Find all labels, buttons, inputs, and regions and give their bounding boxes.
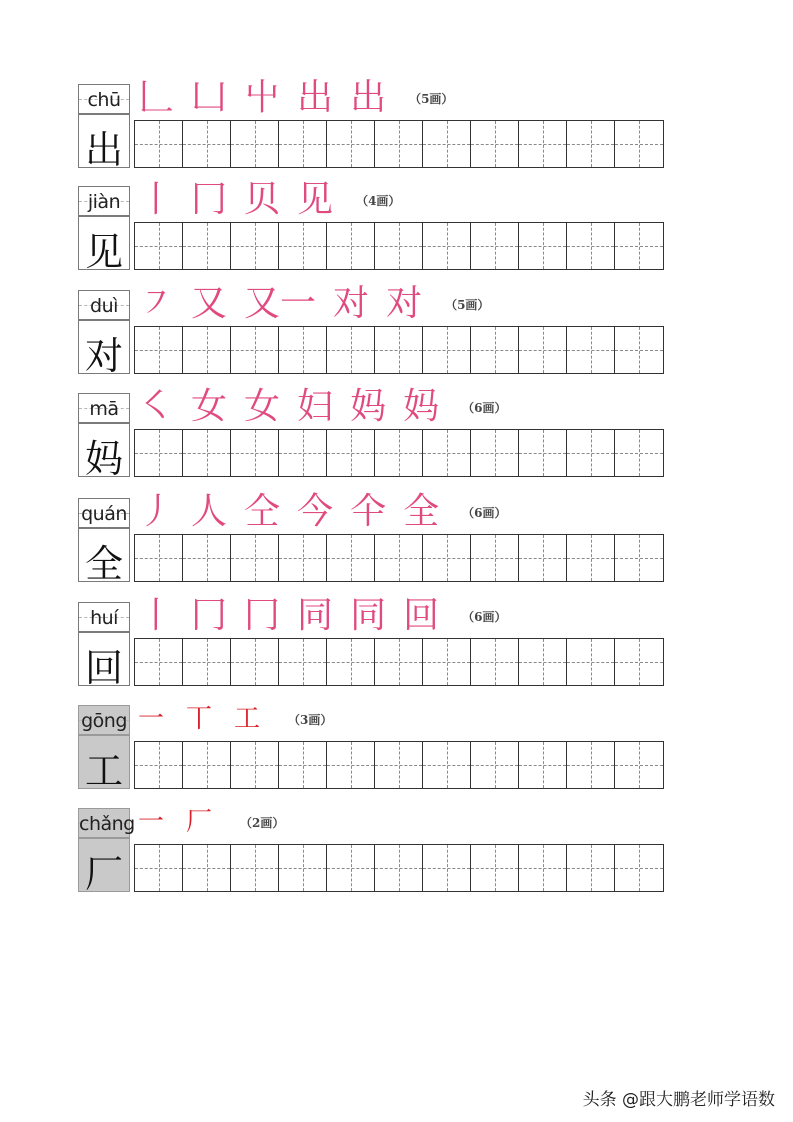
practice-cell[interactable] [231,223,279,269]
stroke-order [138,596,506,636]
practice-cell[interactable] [135,639,183,685]
practice-cell[interactable] [519,327,567,373]
character-row [78,283,674,388]
model-character: 出 [84,128,123,172]
practice-cell[interactable] [375,845,423,891]
pinyin-box [78,393,130,423]
practice-grid [134,326,664,374]
practice-cell[interactable] [567,845,615,891]
stroke-step: 丅 [186,704,213,734]
practice-cell[interactable] [375,327,423,373]
stroke-order [138,492,506,532]
practice-cell[interactable] [183,327,231,373]
character-row [78,705,674,803]
stroke-count: （2画） [240,815,285,830]
practice-cell[interactable] [231,121,279,167]
stroke-step: 妇 [297,386,334,427]
stroke-step: 一 [138,807,165,837]
stroke-step: 女 [191,386,228,427]
practice-cell[interactable] [519,639,567,685]
pinyin-label: chū [87,89,121,111]
stroke-step: 仐 [350,491,387,532]
stroke-order [138,699,332,739]
stroke-step: 冂 [191,179,228,220]
stroke-step: ㇇ [138,283,175,324]
character-row [78,77,674,182]
pinyin-box [78,602,130,632]
character-row [78,491,674,596]
stroke-step: 仝 [244,491,281,532]
practice-cell[interactable] [375,121,423,167]
practice-cell[interactable] [567,223,615,269]
practice-cell[interactable] [423,742,471,788]
practice-cell[interactable] [615,223,663,269]
practice-cell[interactable] [135,430,183,476]
practice-grid [134,429,664,477]
practice-cell[interactable] [279,639,327,685]
character-row [78,386,674,491]
practice-cell[interactable] [375,639,423,685]
practice-cell[interactable] [615,535,663,581]
stroke-step: 冂 [244,595,281,636]
pinyin-box [78,186,130,216]
stroke-order [138,284,489,324]
practice-cell[interactable] [567,121,615,167]
practice-cell[interactable] [615,430,663,476]
practice-grid [134,844,664,892]
stroke-step: 丨 [138,179,175,220]
practice-cell[interactable] [471,121,519,167]
practice-cell[interactable] [519,121,567,167]
stroke-count: （5画） [409,91,454,106]
pinyin-box [78,84,130,114]
practice-cell[interactable] [279,535,327,581]
practice-cell[interactable] [183,121,231,167]
practice-cell[interactable] [279,121,327,167]
practice-cell[interactable] [471,639,519,685]
pinyin-box [78,290,130,320]
stroke-step: 出 [297,77,334,118]
practice-cell[interactable] [471,430,519,476]
character-row [78,179,674,284]
pinyin-label: quán [81,503,127,525]
stroke-step: 全 [403,491,440,532]
pinyin-label: jiàn [87,191,121,213]
practice-cell[interactable] [183,639,231,685]
practice-cell[interactable] [423,223,471,269]
stroke-step: 贝 [244,179,281,220]
practice-cell[interactable] [327,639,375,685]
model-character: 妈 [84,437,123,481]
practice-cell[interactable] [183,223,231,269]
practice-grid [134,741,664,789]
practice-cell[interactable] [423,639,471,685]
character-row [78,808,674,906]
practice-cell[interactable] [279,742,327,788]
practice-cell[interactable] [375,430,423,476]
stroke-step: ㇛ [138,386,175,427]
practice-cell[interactable] [375,742,423,788]
model-character-box [78,216,130,274]
practice-cell[interactable] [183,845,231,891]
practice-cell[interactable] [519,845,567,891]
model-character-box [78,320,130,378]
practice-cell[interactable] [471,845,519,891]
practice-cell[interactable] [183,535,231,581]
practice-cell[interactable] [615,121,663,167]
stroke-step: 出 [350,77,387,118]
practice-cell[interactable] [567,535,615,581]
practice-cell[interactable] [135,327,183,373]
stroke-step: 屮 [244,77,281,118]
practice-cell[interactable] [231,327,279,373]
stroke-count: （6画） [462,609,507,624]
practice-cell[interactable] [519,742,567,788]
stroke-step: 又一 [244,283,317,324]
stroke-count: （6画） [462,505,507,520]
stroke-count: （5画） [445,297,490,312]
stroke-order [138,387,506,427]
stroke-step: 丨 [138,595,175,636]
model-character: 厂 [84,852,123,896]
practice-cell[interactable] [231,430,279,476]
practice-cell[interactable] [615,845,663,891]
practice-cell[interactable] [519,535,567,581]
pinyin-label: chǎng [79,813,135,835]
stroke-count: （4画） [356,193,401,208]
pinyin-label: mā [89,398,119,420]
practice-cell[interactable] [279,845,327,891]
stroke-step: 又 [191,283,228,324]
stroke-step: 凵 [191,77,228,118]
stroke-step: 回 [403,595,440,636]
practice-cell[interactable] [279,327,327,373]
practice-cell[interactable] [615,639,663,685]
practice-cell[interactable] [471,327,519,373]
pinyin-label: duì [90,295,118,317]
stroke-step: 冂 [191,595,228,636]
stroke-step: 一 [138,704,165,734]
practice-cell[interactable] [519,223,567,269]
pinyin-box [78,808,135,838]
stroke-step: 妈 [350,386,387,427]
practice-cell[interactable] [471,742,519,788]
practice-cell[interactable] [423,845,471,891]
practice-cell[interactable] [183,430,231,476]
practice-grid [134,638,664,686]
practice-cell[interactable] [279,223,327,269]
practice-cell[interactable] [183,742,231,788]
stroke-step: 今 [297,491,334,532]
stroke-order [138,180,400,220]
practice-cell[interactable] [231,535,279,581]
practice-cell[interactable] [471,223,519,269]
stroke-order [138,78,453,118]
practice-cell[interactable] [375,223,423,269]
stroke-step: 妈 [403,386,440,427]
model-character-box [78,735,130,793]
stroke-step: 见 [297,179,334,220]
model-character-box [78,423,130,481]
practice-cell[interactable] [423,327,471,373]
stroke-step: 同 [297,595,334,636]
practice-grid [134,222,664,270]
stroke-step: 对 [386,283,423,324]
practice-cell[interactable] [327,327,375,373]
practice-cell[interactable] [519,430,567,476]
pinyin-label: huí [90,607,118,629]
pinyin-box [78,705,130,735]
model-character: 回 [84,646,123,690]
practice-cell[interactable] [567,327,615,373]
stroke-step: 丿 [138,491,175,532]
model-character: 见 [84,230,123,274]
practice-cell[interactable] [327,845,375,891]
practice-cell[interactable] [135,223,183,269]
model-character: 全 [84,542,123,586]
practice-cell[interactable] [423,430,471,476]
model-character-box [78,632,130,690]
practice-cell[interactable] [567,639,615,685]
stroke-order [138,802,284,842]
practice-cell[interactable] [327,121,375,167]
practice-cell[interactable] [231,742,279,788]
pinyin-label: gōng [81,710,127,732]
model-character-box [78,114,130,172]
model-character: 对 [84,334,123,378]
practice-grid [134,120,664,168]
practice-cell[interactable] [615,742,663,788]
stroke-step: 工 [234,704,261,734]
practice-cell[interactable] [423,535,471,581]
practice-cell[interactable] [279,430,327,476]
character-row [78,595,674,700]
practice-cell[interactable] [135,742,183,788]
model-character-box [78,838,130,896]
footer-watermark: 头条 @跟大鹏老师学语数 [582,1090,775,1110]
stroke-step: 女 [244,386,281,427]
practice-cell[interactable] [471,535,519,581]
practice-cell[interactable] [327,742,375,788]
practice-cell[interactable] [135,535,183,581]
practice-cell[interactable] [135,121,183,167]
stroke-step: 𠃊 [138,77,175,118]
practice-cell[interactable] [423,121,471,167]
stroke-count: （3画） [288,712,333,727]
practice-cell[interactable] [567,430,615,476]
practice-cell[interactable] [231,845,279,891]
stroke-step: 人 [191,491,228,532]
practice-cell[interactable] [327,535,375,581]
practice-cell[interactable] [327,430,375,476]
stroke-step: 对 [333,283,370,324]
practice-cell[interactable] [375,535,423,581]
stroke-count: （6画） [462,400,507,415]
stroke-step: 同 [350,595,387,636]
stroke-step: 厂 [186,807,213,837]
practice-cell[interactable] [231,639,279,685]
pinyin-box [78,498,130,528]
practice-cell[interactable] [135,845,183,891]
model-character-box [78,528,130,586]
practice-cell[interactable] [615,327,663,373]
model-character: 工 [84,749,123,793]
practice-grid [134,534,664,582]
practice-cell[interactable] [327,223,375,269]
practice-cell[interactable] [567,742,615,788]
